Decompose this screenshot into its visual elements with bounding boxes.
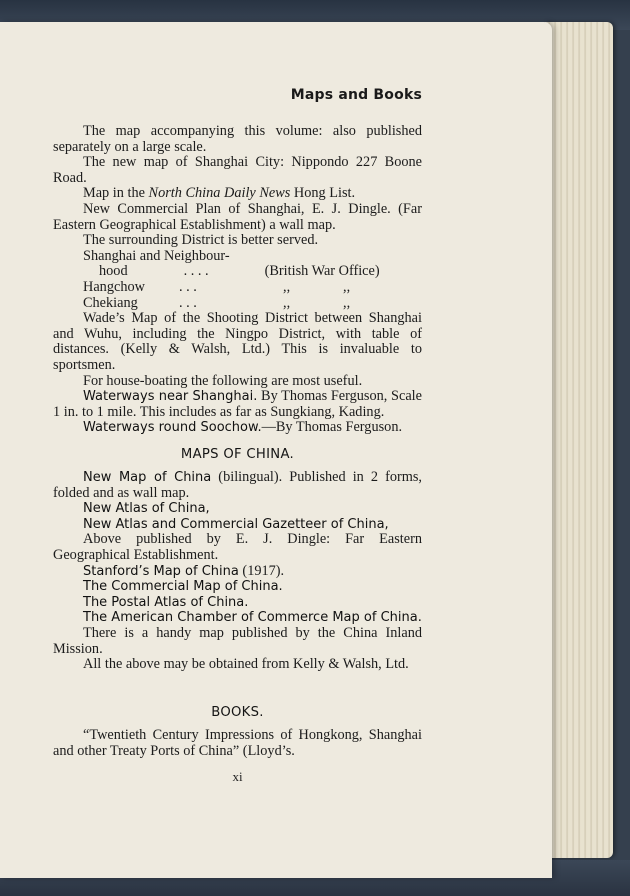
page-number: xi <box>232 769 243 784</box>
maps-of-china-list <box>53 470 422 673</box>
entry-stanfords-map: Stanford’s Map of China (1917). <box>83 562 285 579</box>
map-title: Waterways round Soochow. <box>83 420 262 436</box>
entry-new-map-of-china: New Map of China (bilingual). Published in 2 forms, folded and as wall map. <box>53 469 422 501</box>
entry-twentieth-century-impressions: “Twentieth Century Impressions of Hongkong, Shanghai and other Treaty Ports of China” (Lloyd’s. <box>53 727 422 759</box>
entry-new-atlas: New Atlas of China, <box>83 501 210 517</box>
books-list <box>53 728 422 759</box>
entry-commercial-map: The Commercial Map of China. <box>83 579 283 595</box>
map-title: Waterways near Shanghai. <box>83 389 258 405</box>
publication-title: North China Daily News <box>148 185 291 202</box>
page-edges <box>545 22 613 858</box>
running-header: Maps and Books <box>290 87 422 103</box>
entry-kelly-walsh: All the above may be obtained from Kelly & Walsh, Ltd. <box>83 656 409 673</box>
maps-intro-section <box>53 124 422 436</box>
paragraph-waterways-shanghai: Waterways near Shanghai. By Thomas Ferguson, Scale 1 in. to 1 mile. This includes as far as Sungkiang, Kading. <box>53 388 422 420</box>
paragraph-surrounding-district: The surrounding District is better served. <box>83 232 319 249</box>
paragraph-accompanying-map: The map accompanying this volume: also published separately on a large scale. <box>53 123 422 155</box>
paragraph-wades-map: Wade’s Map of the Shooting District between Shanghai and Wuhu, including the Ningpo District, with table of distances. (Kelly & Walsh, Ltd.) This is invaluable to sportsmen. <box>53 310 422 373</box>
paragraph-house-boating: For house-boating the following are most useful. <box>83 372 363 389</box>
heading-books: BOOKS. <box>211 705 264 720</box>
entry-china-inland-mission: There is a handy map published by the China Inland Mission. <box>53 624 422 657</box>
paragraph-north-china-daily-news: Map in the North China Daily News Hong List. <box>83 185 356 202</box>
paragraph-commercial-plan: New Commercial Plan of Shanghai, E. J. Dingle. (Far Eastern Geographical Establishment) a wall map. <box>53 200 422 233</box>
entry-new-atlas-gazetteer: New Atlas and Commercial Gazetteer of China, <box>83 516 389 532</box>
entry-dingle-note: Above published by E. J. Dingle: Far Eastern Geographical Establishment. <box>53 531 422 563</box>
books-section <box>53 705 422 721</box>
paragraph-shanghai-city-map: The new map of Shanghai City: Nippondo 227 Boone Road. <box>53 154 422 186</box>
war-office-line-1: Shanghai and Neighbour- <box>83 247 230 264</box>
entry-postal-atlas: The Postal Atlas of China. <box>83 594 249 610</box>
heading-maps-of-china: MAPS OF CHINA. <box>180 447 295 462</box>
maps-of-china-section <box>53 447 422 463</box>
war-office-line-4: Chekiang . . . ,, ,, <box>83 294 351 311</box>
war-office-line-2: hood . . . . (British War Office) <box>99 263 380 280</box>
paragraph-waterways-soochow: Waterways round Soochow.—By Thomas Ferguson. <box>83 419 403 436</box>
war-office-line-3: Hangchow . . . ,, ,, <box>83 278 351 295</box>
entry-american-chamber-map: The American Chamber of Commerce Map of China. <box>83 610 422 626</box>
